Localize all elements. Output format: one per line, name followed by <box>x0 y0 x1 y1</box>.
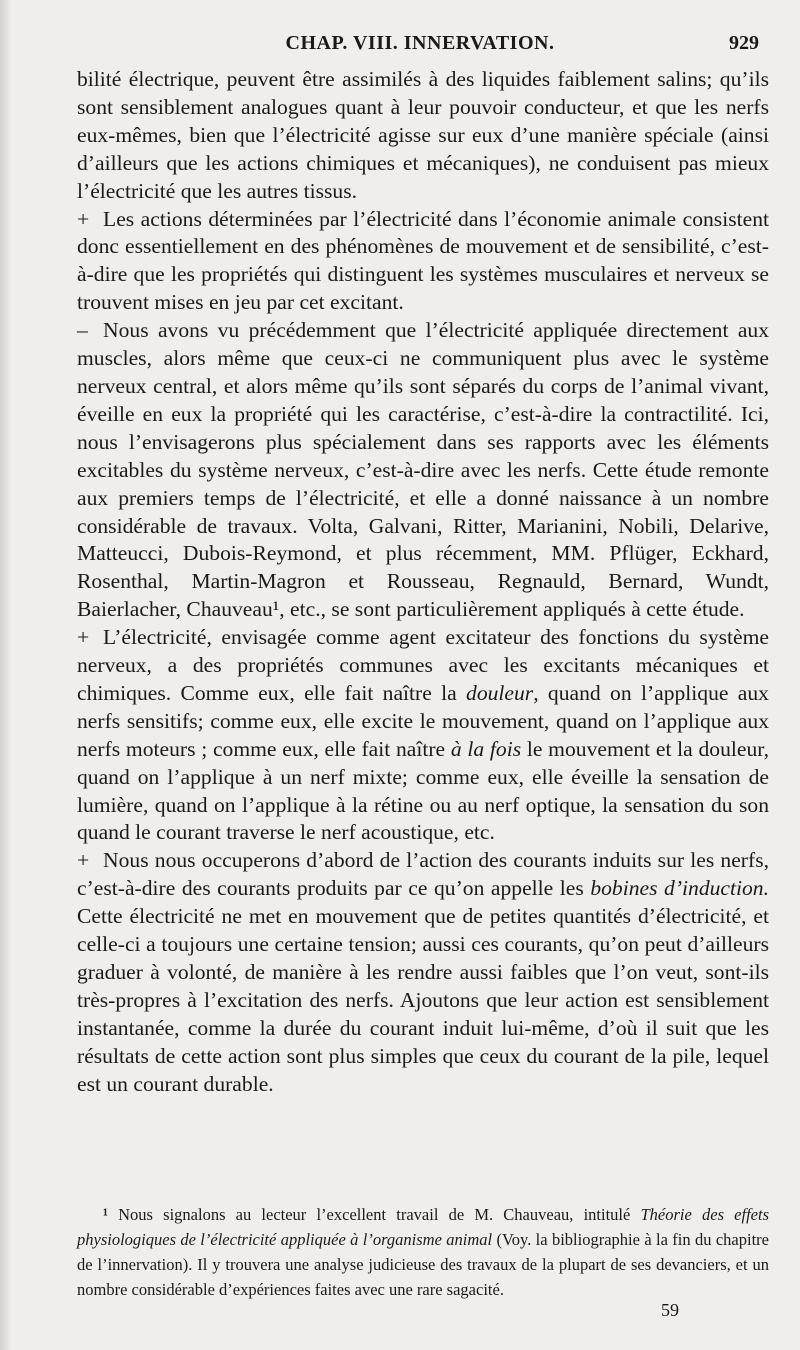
paragraph-4-italic-a-la-fois: à la fois <box>450 736 522 761</box>
body-text <box>77 66 769 1099</box>
footnotes <box>77 1202 769 1302</box>
paragraph-1 <box>77 66 769 206</box>
paragraph-4-text-e: le mouvement et la douleur, quand on l’applique à un nerf mixte; comme eux, elle éveille la sensation de lumière, quand on l’applique à la rétine ou au nerf optique, la sensation du son quand le courant traverse le nerf acoustique, etc. <box>77 736 770 845</box>
footnote-1 <box>77 1202 769 1302</box>
footnote-italic-title: Théorie des effets physiologiques de l’électricité appliquée à l’organisme animal <box>77 1205 769 1249</box>
footnote-text-a: Nous signalons au lecteur l’excellent travail de M. Chauveau, intitulé <box>118 1205 641 1224</box>
paragraph-2 <box>77 206 769 318</box>
paragraph-4-marker: + <box>77 625 90 650</box>
paragraph-2-text: Les actions déterminées par l’électricité dans l’économie animale consistent donc essentiellement en des phénomènes de mouvement et de sensibilité, c’est-à-dire que les propriétés qui distinguent les systèmes musculaires et nerveux se trouvent mises en jeu par cet excitant. <box>77 206 769 315</box>
paragraph-3-marker: – <box>77 318 88 343</box>
gutter-shadow <box>0 0 12 1350</box>
signature-mark: 59 <box>661 1300 679 1320</box>
paragraph-4 <box>77 624 769 847</box>
paragraph-2-marker: + <box>77 206 90 231</box>
paragraph-4-italic-douleur: douleur <box>466 680 534 705</box>
running-title: CHAP. VIII. INNERVATION. <box>285 32 555 54</box>
footnote-text-c: (Voy. la bibliographie à la fin du chapitre de l’innervation). Il y trouvera une analyse judicieuse des travaux de la plupart de ses devanciers, et un nombre considérable d’expériences faites avec une rare sagacité. <box>77 1230 769 1299</box>
page-number: 929 <box>729 32 759 54</box>
paragraph-4-text-a: L’électricité, envisagée comme agent excitateur des fonctions du système nerveux, a des propriétés communes avec les excitants mécaniques et chimiques. Comme eux, elle fait naître la <box>77 625 769 705</box>
paragraph-3-text: Nous avons vu précédemment que l’électricité appliquée directement aux muscles, alors même que ceux-ci ne communiquent plus avec le système nerveux central, et alors même qu’ils sont séparés du corps de l’animal vivant, éveille en eux la propriété qui les caractérise, c’est-à-dire la contractilité. Ici, nous l’envisagerons plus spécialement dans ses rapports avec les éléments excitables du système nerveux, c’est-à-dire avec les nerfs. Cette étude remonte aux premiers temps de l’électricité, et elle a donné naissance à un nombre considérable de travaux. Volta, Galvani, Ritter, Marianini, Nobili, Delarive, Matteucci, Dubois-Reymond, et plus récemment, MM. Pflüger, Eckhard, Rosenthal, Martin-Magron et Rousseau, Regnauld, Bernard, Wundt, Baierlacher, Chauveau¹, etc., se sont particulièrement appliqués à cette étude. <box>77 318 769 622</box>
paragraph-4-text-c: , quand on l’applique aux nerfs sensitifs; comme eux, elle excite le mouvement, quand on l’applique aux nerfs moteurs ; comme eux, elle fait naître <box>77 680 769 761</box>
paragraph-3 <box>77 317 769 624</box>
footnote-mark: ¹ <box>103 1205 108 1224</box>
running-head <box>75 32 765 56</box>
paragraph-5-italic-bobines: bobines d’induction. <box>590 876 769 901</box>
paragraph-1-text: bilité électrique, peuvent être assimilés à des liquides faiblement salins; qu’ils sont sensiblement analogues quant à leur pouvoir conducteur, et que les nerfs eux-mêmes, bien que l’électricité agisse sur eux d’une manière spéciale (ainsi d’ailleurs que les actions chimiques et mécaniques), ne conduisent pas mieux l’électricité que les autres tissus. <box>77 67 769 203</box>
paragraph-5 <box>77 847 769 1098</box>
paragraph-5-text-c: Cette électricité ne met en mouvement que de petites quantités d’électricité, et celle-ci a toujours une certaine tension; aussi ces courants, qu’on peut d’ailleurs graduer à volonté, de manière à les rendre aussi faibles que l’on veut, sont-ils très-propres à l’excitation des nerfs. Ajoutons que leur action est sensiblement instantanée, comme la durée du courant induit lui-même, d’où il suit que les résultats de cette action sont plus simples que ceux du courant de la pile, lequel est un courant durable. <box>77 904 769 1096</box>
paragraph-5-text-a: Nous nous occuperons d’abord de l’action des courants induits sur les nerfs, c’est-à-dire des courants produits par ce qu’on appelle les <box>77 848 769 901</box>
paragraph-5-marker: + <box>77 848 90 873</box>
